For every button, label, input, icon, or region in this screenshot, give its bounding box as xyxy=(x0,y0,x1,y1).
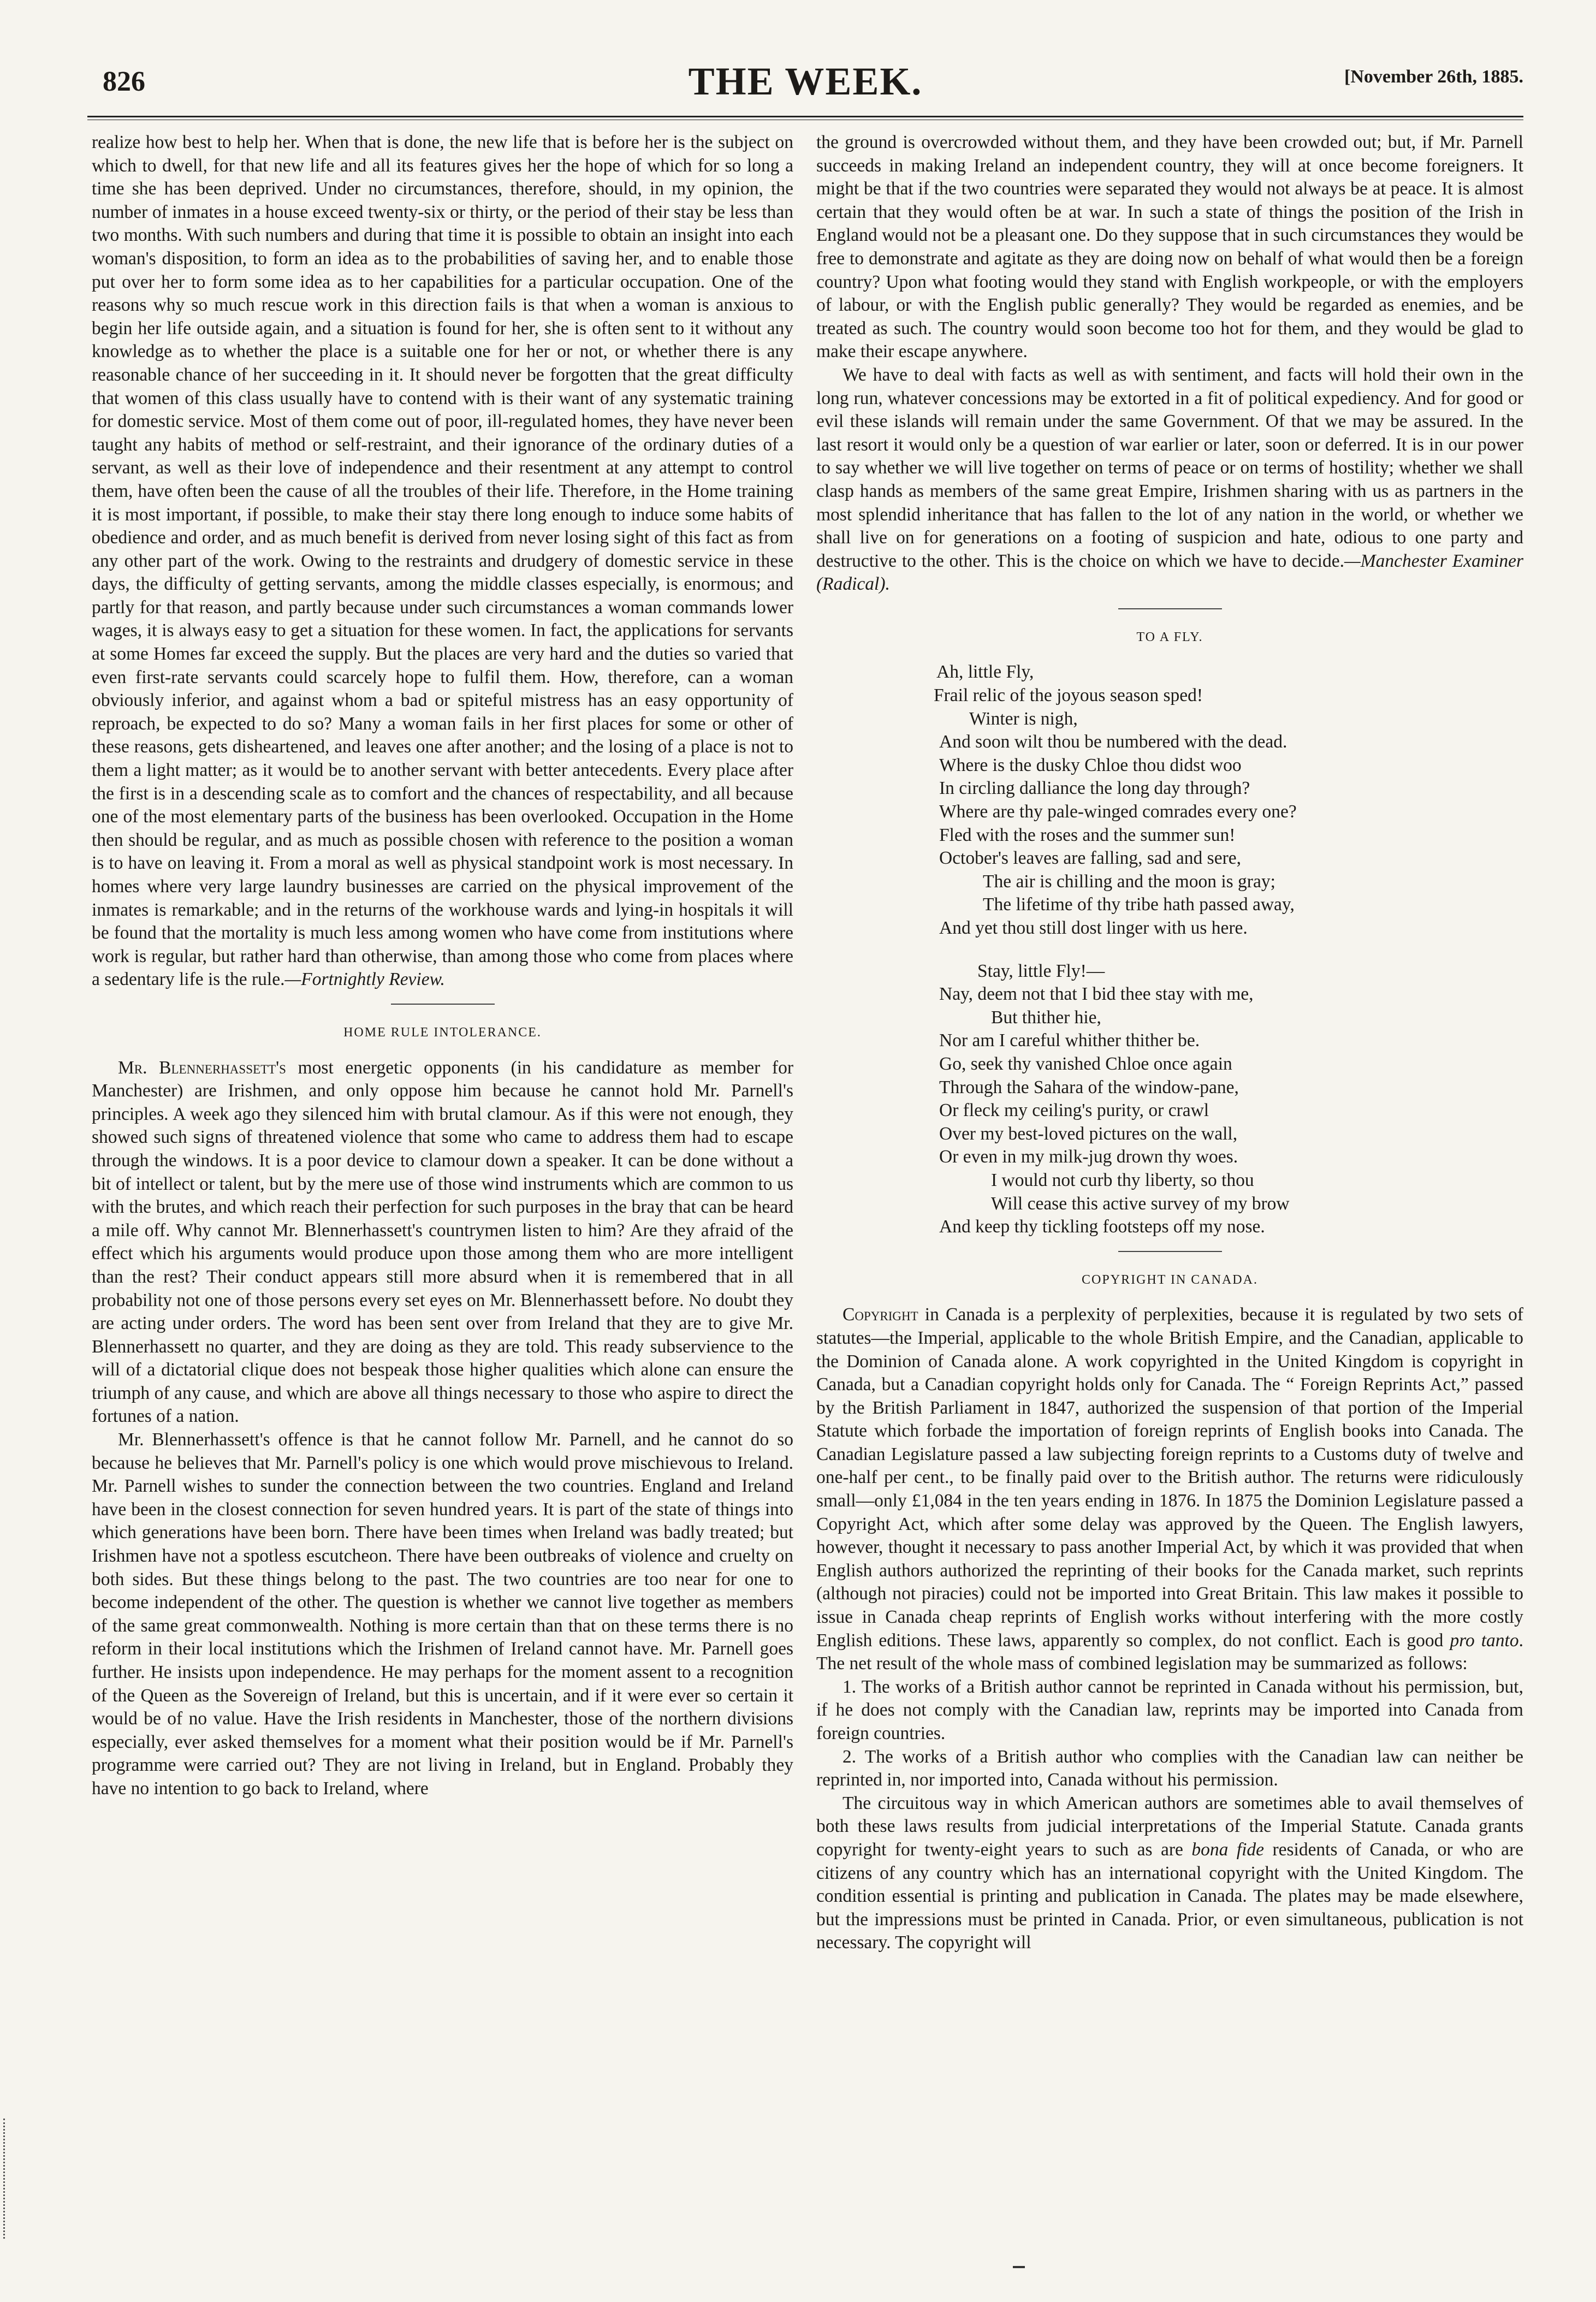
poem-stanza-2 xyxy=(816,960,1523,1239)
poem-heading: TO A FLY. xyxy=(1136,630,1203,644)
issue-date: [November 26th, 1885. xyxy=(1344,67,1523,87)
poem-line: Where are thy pale-winged comrades every one? xyxy=(939,802,1297,822)
poem-line: In circling dalliance the long day through? xyxy=(939,778,1250,799)
article-separator xyxy=(391,1004,495,1005)
header-rule-top xyxy=(87,116,1523,117)
copyright-paragraph-1: Copyright in Canada is a perplexity of perplexities, because it is regulated by two sets of statutes—the Imperial, applicable to the whole British Empire, and the Canadian, applicable to the Dominion of Canada alone. A work copyrighted in the United Kingdom is copyright in Canada, but a Canadian copyright holds only for Canada. The “ Foreign Reprints Act,” passed by the British Parliament in 1847, authorized the suspension of that portion of the Imperial Statute which forbade the importation of foreign reprints of English books into Canada. The Canadian Legislature passed a law subjecting foreign reprints to a Customs duty of twelve and one-half per cent., to be finally paid over to the British author. The returns were ridiculously small—only £1,084 in the ten years ending in 1876. In 1875 the Dominion Legislature passed a Copyright Act, which after some delay was approved by the Queen. The English lawyers, however, thought it necessary to pass another Imperial Act, by which it was provided that when English authors authorized the reprinting of their books for the Canada market, such reprints (although not piracies) could not be imported into Great Britain. This law makes it possible to issue in Canada cheap reprints of English works without interfering with the more costly English editions. These laws, apparently so complex, do not conflict. Each is good pro tanto. The net result of the whole mass of combined legislation may be summarized as follows: xyxy=(816,1304,1523,1674)
stanza-gap xyxy=(816,940,1523,956)
copyright-paragraph-2: The circuitous way in which American authors are sometimes able to avail themselves of both these laws results from judicial interpretations of the Imperial Statute. Canada grants copyright for twenty-eight years to such as are bona fide residents of Canada, or who are citizens of any country which has an international copyright with the United Kingdom. The condition essential is printing and publication in Canada. The plates may be made elsewhere, but the impressions must be printed in Canada. Prior, or even simultaneous, publication is not necessary. The copyright will xyxy=(816,1793,1523,1953)
poem-line: Nay, deem not that I bid thee stay with me, xyxy=(939,984,1254,1005)
copyright-item-2: 2. The works of a British author who complies with the Canadian law can neither be reprinted in, nor imported into, Canada without his permission. xyxy=(816,1746,1523,1790)
page-edge-marks xyxy=(3,2119,8,2239)
copyright-item-1: 1. The works of a British author cannot be reprinted in Canada without his permission, but, if he does not comply with the Canadian law, reprints may be imported into Canada from foreign countries. xyxy=(816,1676,1523,1743)
poem-line: Through the Sahara of the window-pane, xyxy=(939,1077,1239,1097)
source-manchester-examiner: —Manchester Examiner (Radical). xyxy=(816,550,1523,595)
footer-dash xyxy=(1013,2266,1025,2268)
poem-line: I would not curb thy liberty, so thou xyxy=(991,1170,1254,1190)
poem-line: But thither hie, xyxy=(991,1007,1101,1028)
copyright-lead: Copyright xyxy=(843,1304,918,1325)
poem-line: Go, seek thy vanished Chloe once again xyxy=(939,1053,1232,1074)
poem-line: Where is the dusky Chloe thou didst woo xyxy=(939,755,1242,775)
poem-line: Fled with the roses and the summer sun! xyxy=(939,824,1236,845)
poem-line: Nor am I careful whither thither be. xyxy=(939,1030,1200,1051)
poem-line: Or fleck my ceiling's purity, or crawl xyxy=(939,1100,1209,1121)
masthead-title: THE WEEK. xyxy=(688,60,923,103)
poem-line: October's leaves are falling, sad and sere, xyxy=(939,848,1241,869)
home-rule-paragraph-1: Mr. Blennerhassett's most energetic opponents (in his candidature as member for Manchester) are Irishmen, and only oppose him because he cannot hold Mr. Parnell's principles. A week ago they silenced him with brutal clamour. As if this were not enough, they showed such signs of threatened violence that some who came to address them had to escape through the windows. It is a poor device to clamour down a speaker. It can be done without a bit of intellect or talent, but by the mere use of those wind instruments which are common to us with the brutes, and which reach their perfection for such purposes in the bray that can be heard a mile off. Why cannot Mr. Blennerhassett's countrymen listen to him? Are they afraid of the effect which his arguments would produce upon those among them who are more intelligent than the rest? Their conduct appears still more absurd when it is remembered that in all probability not one of those persons every set eyes on Mr. Blennerhassett before. No doubt they are acting under orders. The word has been sent over from Ireland that they are to give Mr. Blennerhassett no quarter, and they are doing as they are told. This ready subservience to the will of a dictatorial clique does not bespeak those higher qualities which alone can ensure the triumph of any cause, and which are above all things necessary to those who aspire to direct the fortunes of a nation. xyxy=(92,1057,793,1427)
poem-line: The air is chilling and the moon is gray; xyxy=(983,871,1275,892)
copyright-heading: COPYRIGHT IN CANADA. xyxy=(1082,1272,1258,1287)
poem-line: Stay, little Fly!— xyxy=(977,960,1105,981)
poem-line: And keep thy tickling footsteps off my nose. xyxy=(939,1217,1265,1237)
poem-line: And soon wilt thou be numbered with the dead. xyxy=(939,732,1288,752)
source-fortnightly-review: —Fortnightly Review. xyxy=(284,969,445,990)
home-rule-paragraph-3: We have to deal with facts as well as with sentiment, and facts will hold their own in the long run, whatever concessions may be extorted in a fit of political expediency. And for good or evil these islands will remain under the same Government. Of that we may be assured. In the last resort it would only be a question of war earlier or later, soon or deferred. It is in our power to say whether we will live together on terms of peace or on terms of hostility; whether we shall clasp hands as members of the same great Empire, Irishmen sharing with us as partners in the most splendid inheritance that has fallen to the lot of any nation in the world, or whether we shall live on for generations on a footing of suspicion and hate, odious to one party and destructive to the other. This is the choice on which we have to decide.—Manchester Examiner (Radical). xyxy=(816,364,1523,595)
left-column xyxy=(92,131,793,2222)
poem-stanza-1 xyxy=(816,661,1523,940)
article-separator xyxy=(1118,1251,1222,1252)
page-number: 826 xyxy=(103,66,145,97)
poem-line: Winter is nigh, xyxy=(969,708,1078,729)
home-rule-lead: Mr. Blennerhassett's xyxy=(118,1057,286,1078)
poem-line: Will cease this active survey of my brow xyxy=(991,1193,1290,1214)
right-column xyxy=(816,131,1523,2222)
poem-line: Ah, little Fly, xyxy=(936,662,1034,683)
home-rule-paragraph-2-continued: the ground is overcrowded without them, and they have been crowded out; but, if Mr. Parnell succeeds in making Ireland an independent country, they will at once become foreigners. It might be that if the two countries were separated they would not always be at peace. It is almost certain that they would often be at war. In such a state of things the position of the Irish in England would not be a pleasant one. Do they suppose that in such circumstances they would be free to demonstrate and agitate as they are doing now on behalf of what would then be a foreign country? Upon what footing would they stand with English workpeople, or with the employers of labour, or with the English public generally? They would be regarded as enemies, and be treated as such. The country would soon become too hot for them, and they would be glad to make their escape anywhere. xyxy=(816,132,1523,362)
page-header xyxy=(87,55,1523,115)
poem-line: The lifetime of thy tribe hath passed away, xyxy=(983,894,1295,915)
article-separator xyxy=(1118,608,1222,609)
poem-line: Frail relic of the joyous season sped! xyxy=(934,685,1203,706)
poem-line: And yet thou still dost linger with us here. xyxy=(939,918,1248,938)
rescue-work-paragraph: realize how best to help her. When that is done, the new life that is before her is the subject on which to dwell, for that new life and all its features gives her the hope of which for so long a time she has been deprived. Under no circumstances, therefore, should, in my opinion, the number of inmates in a house exceed twenty-six or thirty, or the period of their stay be less than two months. With such numbers and during that time it is possible to obtain an insight into each woman's disposition, to form an idea as to the probabilities of saving her, and to enable those put over her to form some idea as to her capabilities for a particular occupation. One of the reasons why so much rescue work in this direction fails is that when a woman is anxious to begin her life outside again, and a situation is found for her, she is often sent to it without any knowledge as to whether the place is a suitable one for her or not, or whether there is any reasonable chance of her succeeding in it. It should never be forgotten that the great difficulty that women of this class usually have to contend with is their want of any systematic training for domestic service. Most of them come out of poor, ill-regulated homes, they have never been taught any habits of method or self-restraint, and their ignorance of the ordinary duties of a servant, as well as their love of independence and their resentment at any attempt to control them, have often been the cause of all the troubles of their life. Therefore, in the Home training it is most important, if possible, to make their stay there long enough to induce some habits of obedience and order, and as much benefit is derived from never losing sight of this fact as from any other part of the work. Owing to the restraints and drudgery of domestic service in these days, the difficulty of getting servants, among the middle classes especially, is enormous; and partly for that reason, and partly because under such circumstances a woman commands lower wages, it is always easy to get a situation for these women. In fact, the applications for servants at some Homes far exceed the supply. But the places are very hard and the duties so varied that even first-rate servants could scarcely hope to fulfil them. How, therefore, can a woman obviously inferior, and against whom a bad or spiteful mistress has an easy opportunity of reproach, be expected to do so? Many a woman fails in her first places for some or other of these reasons, gets disheartened, and leaves one after another; and the losing of a place is not to them a light matter; as it would be to another servant with better antecedents. Every place after the first is in a descending scale as to comfort and the chances of respectability, and all because one of the most elementary parts of the business has been overlooked. Occupation in the Home then should be regular, and as much as possible chosen with reference to the position a woman is to have on leaving it. From a moral as well as physical standpoint work is most necessary. In homes where very large laundry businesses are carried on the physical improvement of the inmates is remarkable; and in the returns of the workhouse wards and lying-in hospitals it will be found that the mortality is much less among women who have come from institutions where work is regular, but rather hard than otherwise, than among those who come from places where a sedentary life is the rule.—Fortnightly Review. xyxy=(92,132,793,990)
home-rule-heading: HOME RULE INTOLERANCE. xyxy=(343,1025,542,1040)
poem-line: Or even in my milk-jug drown thy woes. xyxy=(939,1147,1238,1167)
poem-line: Over my best-loved pictures on the wall, xyxy=(939,1123,1238,1144)
home-rule-paragraph-2: Mr. Blennerhassett's offence is that he cannot follow Mr. Parnell, and he cannot do so because he believes that Mr. Parnell's policy is one which would prove mischievous to Ireland. Mr. Parnell wishes to sunder the connection between the two countries. England and Ireland have been in the closest connection for seven hundred years. It is part of the state of things into which generations have been born. There have been times when Ireland was badly treated; but Irishmen have not a spotless escutcheon. There have been outbreaks of violence and cruelty on both sides. But these things belong to the past. The two countries are too near for one to become independent of the other. The question is whether we cannot live together as members of the same great commonwealth. Nothing is more certain than that on these terms there is no reform in their local institutions which the Irishmen of Ireland cannot have. Mr. Parnell goes further. He insists upon independence. He may perhaps for the moment assent to a recognition of the Queen as the Sovereign of Ireland, but this is uncertain, and if it were ever so certain it would be of no value. Have the Irish residents in Manchester, those of the northern divisions especially, ever asked themselves for a moment what their position would be if Mr. Parnell's programme were carried out? They are not living in Ireland, but in England. Probably they have no intention to go back to Ireland, where xyxy=(92,1429,793,1799)
